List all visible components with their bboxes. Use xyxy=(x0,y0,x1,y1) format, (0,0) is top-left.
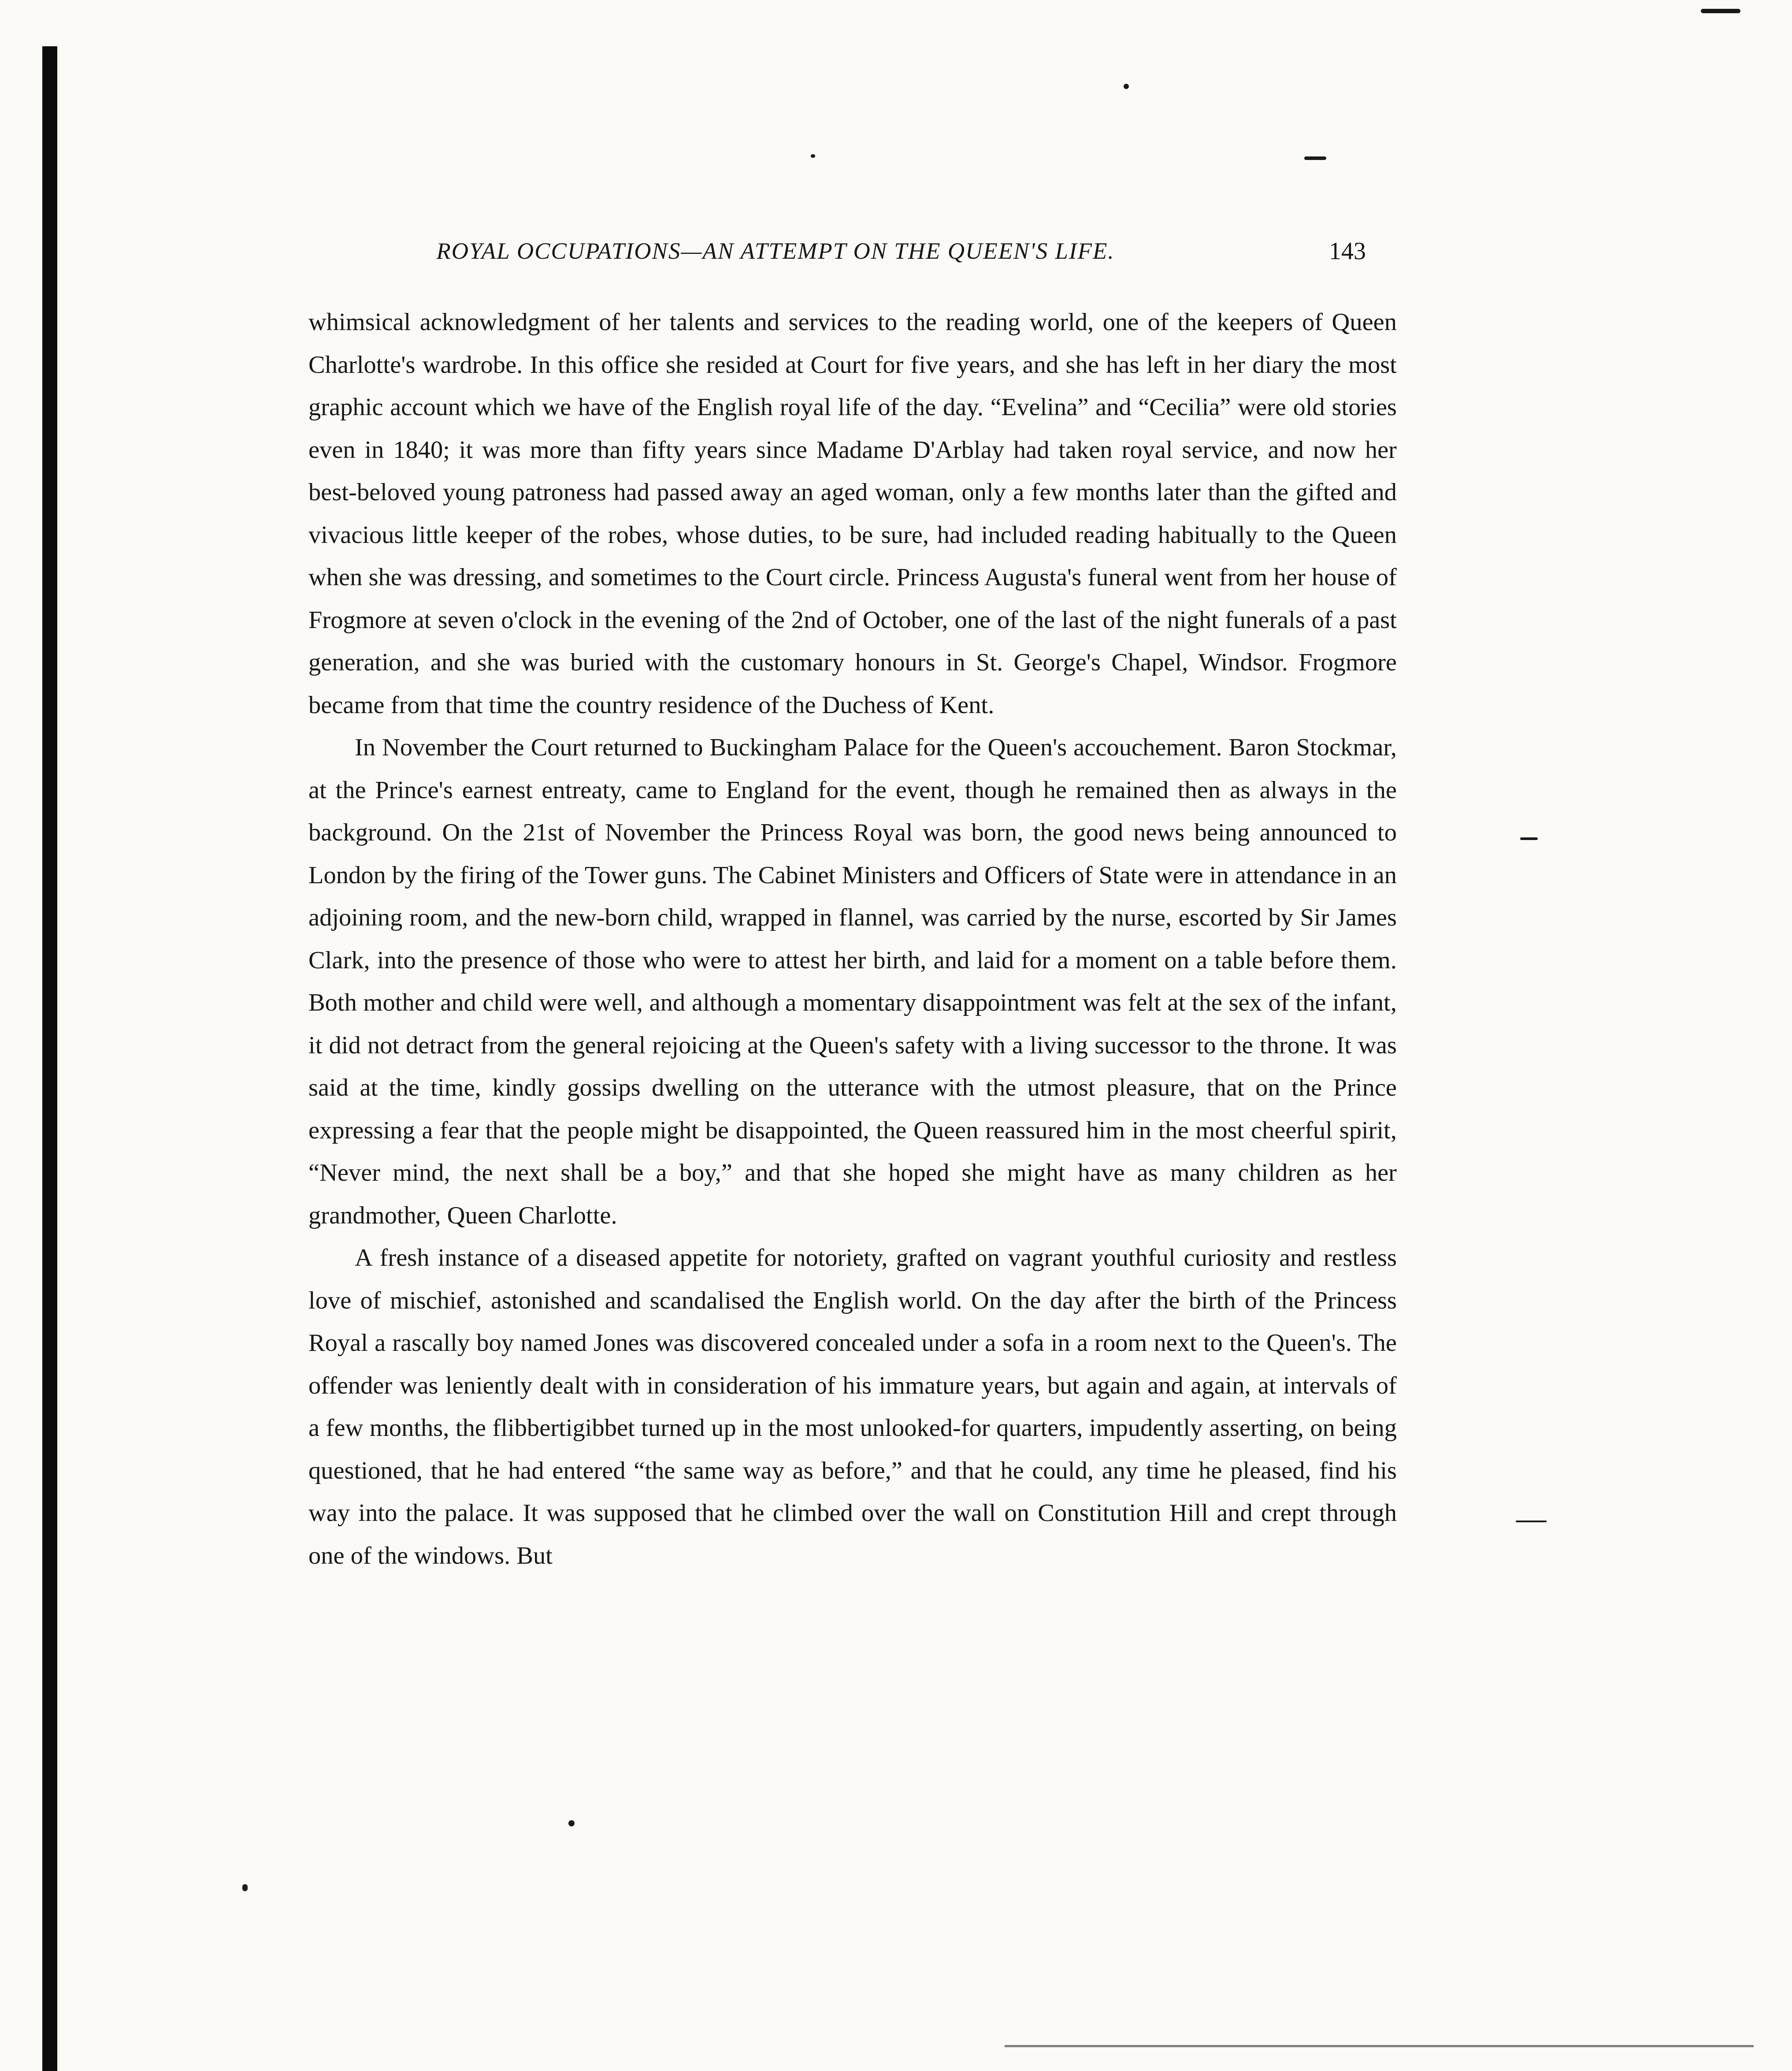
page-header xyxy=(247,236,1392,275)
binding-edge xyxy=(42,46,57,2071)
scan-speck xyxy=(1124,84,1129,89)
scan-speck xyxy=(1520,837,1538,840)
scan-speck xyxy=(811,154,815,158)
running-title: ROYAL OCCUPATIONS—AN ATTEMPT ON THE QUEEN'S LIFE. xyxy=(436,238,1115,264)
paragraph: whimsical acknowledgment of her talents and services to the reading world, one of the keepers of Queen Charlotte's wardrobe. In this office she resided at Court for five years, and she has left in her diary the most graphic account which we have of the English royal life of the day. “Evelina” and “Cecilia” were old stories even in 1840; it was more than fifty years since Madame D'Arblay had taken royal service, and now her best-beloved young patroness had passed away an aged woman, only a few months later than the gifted and vivacious little keeper of the robes, whose duties, to be sure, had included reading habitually to the Queen when she was dressing, and sometimes to the Court circle. Princess Augusta's funeral went from her house of Frogmore at seven o'clock in the evening of the 2nd of October, one of the last of the night funerals of a past generation, and she was buried with the customary honours in St. George's Chapel, Windsor. Frogmore became from that time the country residence of the Duchess of Kent. xyxy=(308,309,1397,719)
paragraph: A fresh instance of a diseased appetite for notoriety, grafted on vagrant youthful curiosity and restless love of mischief, astonished and scandalised the English world. On the day after the birth of the Princess Royal a rascally boy named Jones was discovered concealed under a sofa in a room next to the Queen's. The offender was leniently dealt with in consideration of his immature years, but again and again, at intervals of a few months, the flibbertigibbet turned up in the most unlooked-for quarters, impudently asserting, on being questioned, that he had entered “the same way as before,” and that he could, any time he pleased, find his way into the palace. It was supposed that he climbed over the wall on Constitution Hill and crept through one of the windows. But xyxy=(308,1244,1397,1569)
paragraph: In November the Court returned to Buckingham Palace for the Queen's accouchement. Baron Stockmar, at the Prince's earnest entreaty, came to England for the event, though he remained then as always in the background. On the 21st of November the Princess Royal was born, the good news being announced to London by the firing of the Tower guns. The Cabinet Ministers and Officers of State were in attendance in an adjoining room, and the new-born child, wrapped in flannel, was carried by the nurse, escorted by Sir James Clark, into the presence of those who were to attest her birth, and laid for a moment on a table before them. Both mother and child were well, and although a momentary disappointment was felt at the sex of the infant, it did not detract from the general rejoicing at the Queen's safety with a living successor to the throne. It was said at the time, kindly gossips dwelling on the utterance with the utmost pleasure, that on the Prince expressing a fear that the people might be disappointed, the Queen reassured him in the most cheerful spirit, “Never mind, the next shall be a boy,” and that she hoped she might have as many children as her grandmother, Queen Charlotte. xyxy=(308,734,1397,1229)
body-text xyxy=(308,301,1397,1577)
scan-speck xyxy=(1304,156,1326,160)
scan-speck xyxy=(1005,2045,1754,2047)
scan-speck xyxy=(1516,1521,1547,1522)
scan-speck xyxy=(1701,9,1740,13)
scan-speck xyxy=(568,1820,575,1826)
scan-speck xyxy=(242,1884,248,1891)
page-number: 143 xyxy=(1329,238,1366,265)
